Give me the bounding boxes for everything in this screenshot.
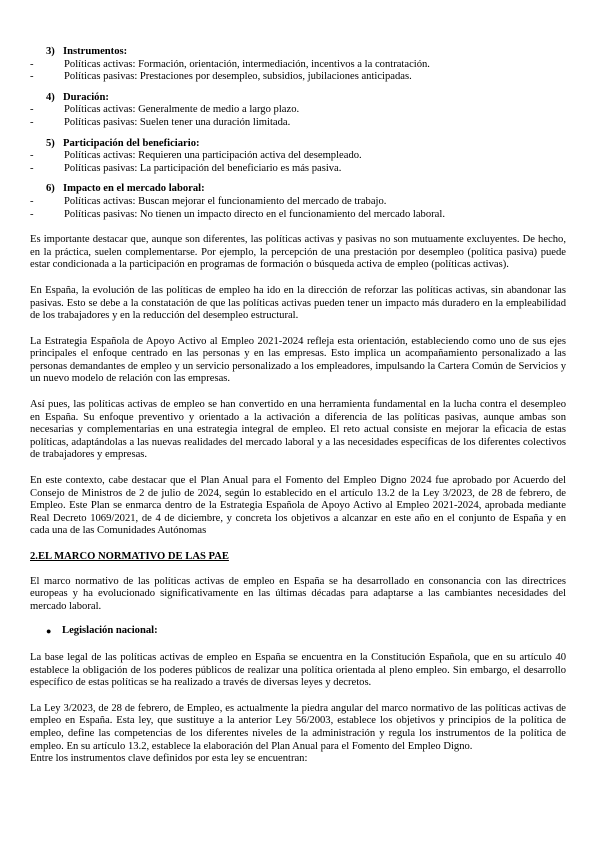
comparison-list	[30, 46, 566, 221]
section-intro: El marco normativo de las políticas activas de empleo en España se ha desarrollado en consonancia con las directrices europeas y ha evolucionado significativamente en las últimas décadas para adaptarse a las cambiantes necesidades del mercado laboral.	[30, 575, 566, 612]
comparison-group	[30, 138, 566, 176]
document-page	[30, 46, 566, 779]
group-heading	[30, 183, 566, 196]
body-paragraphs	[30, 234, 566, 538]
paragraph: Entre los instrumentos clave definidos por esta ley se encuentran:	[30, 753, 308, 765]
group-number: 5)	[46, 137, 55, 149]
list-item-text: Políticas activas: Formación, orientación, intermediación, incentivos a la contratación.	[64, 58, 430, 70]
dash-icon: -	[30, 116, 34, 128]
list-item	[30, 71, 566, 84]
paragraph: La Ley 3/2023, de 28 de febrero, de Empleo, es actualmente la piedra angular del marco normativo de las políticas activas de empleo en España. Esta ley, que sustituye a la anterior Ley 56/2003, establece los objetivos y principios de la política de empleo, define las competencias de los diferentes niveles de la administración y regula los instrumentos de la política de empleo. En su artículo 13.2, establece la elaboración del Plan Anual para el Fomento del Empleo Digno.	[30, 702, 566, 752]
group-number: 4)	[46, 91, 55, 103]
list-item-text: Políticas activas: Requieren una participación activa del desempleado.	[64, 150, 362, 162]
comparison-group	[30, 46, 566, 84]
dash-icon: -	[30, 162, 34, 174]
bullet-heading-text: Legislación nacional:	[62, 625, 158, 637]
paragraph: La Estrategia Española de Apoyo Activo al Empleo 2021-2024 refleja esta orientación, estableciendo como uno de sus ejes principales el enfoque centrado en las personas y en las empresas. Esto implica un acompañamiento personalizado a las personas demandantes de empleo y un servicio personalizado a los empleadores, impulsando la Cartera Común de Servicios y un nuevo modelo de relación con las empresas.	[30, 335, 566, 385]
dash-icon: -	[30, 208, 34, 220]
group-title: Participación del beneficiario:	[63, 137, 200, 149]
dash-icon: -	[30, 104, 34, 116]
dash-icon: -	[30, 150, 34, 162]
list-item-text: Políticas pasivas: Suelen tener una duración limitada.	[64, 116, 291, 128]
list-item-text: Políticas activas: Generalmente de medio a largo plazo.	[64, 104, 300, 116]
list-item	[30, 163, 566, 176]
paragraph: Es importante destacar que, aunque son diferentes, las políticas activas y pasivas no son mutuamente excluyentes. De hecho, en la práctica, suelen complementarse. Por ejemplo, la percepción de una prestación por desempleo (política pasiva) puede estar condicionada a la participación en programas de formación o búsqueda activa de empleo (políticas activas).	[30, 234, 566, 271]
list-item	[30, 59, 566, 72]
dash-icon: -	[30, 71, 34, 83]
group-number: 3)	[46, 46, 55, 57]
list-item-text: Políticas pasivas: No tienen un impacto directo en el funcionamiento del mercado laboral.	[64, 208, 445, 220]
list-item	[30, 117, 566, 130]
paragraph: La base legal de las políticas activas de empleo en España se encuentra en la Constitución Española, que en su artículo 40 establece la obligación de los poderes públicos de realizar una política orientada al pleno empleo. Sin embargo, el desarrollo específico de estas políticas se ha realizado a través de diversas leyes y decretos.	[30, 651, 566, 689]
group-heading	[30, 92, 566, 105]
list-item-text: Políticas pasivas: La participación del beneficiario es más pasiva.	[64, 162, 342, 174]
list-item	[30, 104, 566, 117]
section-heading: 2.EL MARCO NORMATIVO DE LAS PAE	[30, 551, 229, 562]
paragraph: Así pues, las políticas activas de empleo se han convertido en una herramienta fundamental en la lucha contra el desempleo en España. Su enfoque preventivo y orientado a la activación a diferencia de las políticas pasivas, aunque ambas son necesarias y complementarias en una estrategia integral de empleo. El reto actual consiste en mejorar la eficacia de estas políticas, adaptándolas a las nuevas realidades del mercado laboral y a las necesidades específicas de los diferentes colectivos de trabajadores y empresas.	[30, 399, 566, 461]
group-number: 6)	[46, 183, 55, 195]
group-title: Instrumentos:	[63, 46, 128, 57]
list-item-text: Políticas activas: Buscan mejorar el funcionamiento del mercado de trabajo.	[64, 195, 387, 207]
list-item	[30, 150, 566, 163]
list-item	[30, 209, 566, 222]
dash-icon: -	[30, 58, 34, 70]
list-item-text: Políticas pasivas: Prestaciones por desempleo, subsidios, jubilaciones anticipadas.	[64, 71, 412, 83]
comparison-group	[30, 183, 566, 221]
paragraph: En este contexto, cabe destacar que el Plan Anual para el Fomento del Empleo Digno 2024 fue aprobado por Acuerdo del Consejo de Ministros de 2 de julio de 2024, según lo establecido en el artículo 13.2 de la Ley 3/2023, de 28 de febrero, de Empleo. Este Plan se enmarca dentro de la Estrategia Española de Apoyo Activo al Empleo 2021-2024, aprobada mediante Real Decreto 1069/2021, de 4 de diciembre, y concreta los objetivos a alcanzar en este año en el conjunto de España y en cada una de las Comunidades Autónomas	[30, 475, 566, 537]
list-item	[30, 196, 566, 209]
group-title: Duración:	[63, 91, 109, 103]
paragraph: En España, la evolución de las políticas de empleo ha ido en la dirección de reforzar las políticas activas, sin abandonar las pasivas. Esto se debe a la constatación de que las políticas activas pueden tener un impacto más duradero en la empleabilidad de los trabajadores y en la reducción del desempleo estructural.	[30, 284, 566, 322]
bullet-dot-icon: ●	[46, 626, 52, 637]
comparison-group	[30, 92, 566, 130]
group-heading	[30, 138, 566, 151]
group-title: Impacto en el mercado laboral:	[63, 183, 205, 195]
dash-icon: -	[30, 195, 34, 207]
group-heading	[30, 46, 566, 59]
bullet-heading	[30, 625, 566, 638]
